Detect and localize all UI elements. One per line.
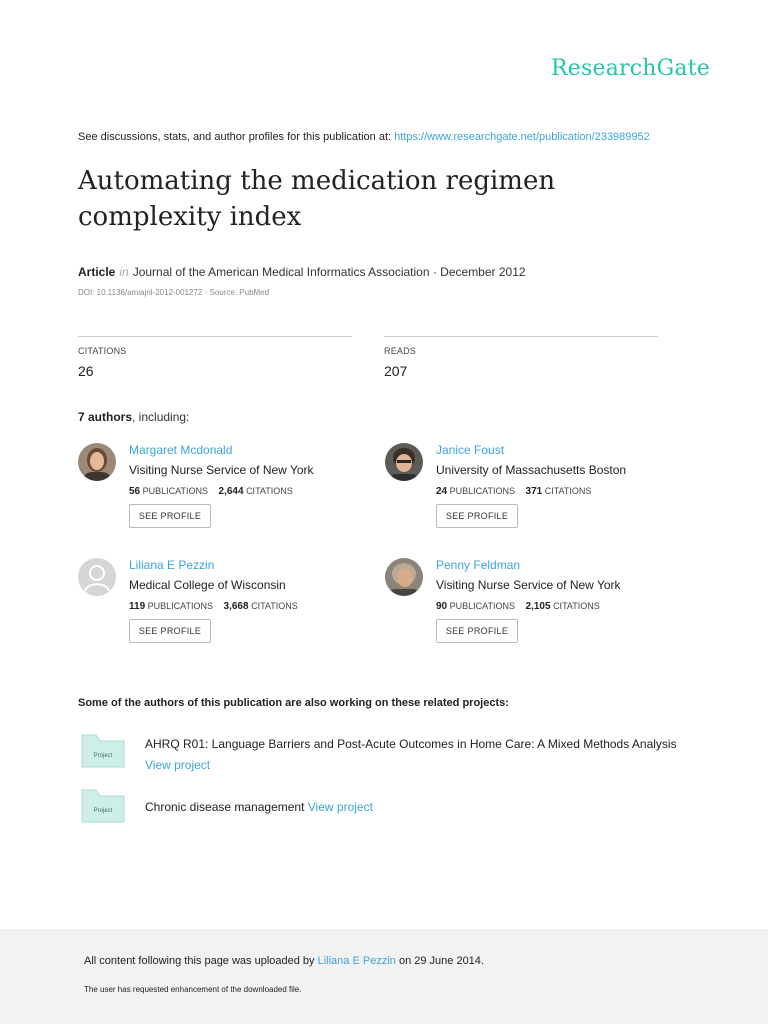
uploader-link[interactable]: Liliana E Pezzin [317, 955, 396, 967]
citations-label: CITATIONS [544, 486, 592, 496]
authors-suffix: , including: [132, 410, 190, 424]
in-word: in [119, 265, 129, 279]
project-icon [78, 734, 126, 768]
author-institution: University of Massachusetts Boston [436, 463, 627, 477]
author-counts [436, 486, 591, 497]
project-title: AHRQ R01: Language Barriers and Post-Acute Outcomes in Home Care: A Mixed Methods Analysis [145, 737, 677, 751]
see-profile-button[interactable]: SEE PROFILE [436, 504, 518, 528]
publications-count: 24 [436, 486, 448, 497]
authors-heading [78, 410, 189, 424]
citations-count: 3,668 [223, 601, 249, 612]
citations-count: 371 [525, 486, 543, 497]
project-item [78, 789, 698, 823]
author-name-link[interactable]: Margaret Mcdonald [129, 443, 233, 457]
project-text [145, 734, 705, 776]
publications-count: 56 [129, 486, 141, 497]
citations-label: CITATIONS [246, 486, 293, 496]
discussion-text: See discussions, stats, and author profiles for this publication at: [78, 131, 392, 143]
publications-count: 119 [129, 601, 146, 612]
author-institution: Medical College of Wisconsin [129, 578, 286, 592]
publications-label: PUBLICATIONS [142, 486, 208, 496]
reads-label: READS [384, 346, 417, 356]
author-avatar[interactable] [385, 558, 423, 596]
view-project-link[interactable]: View project [307, 800, 373, 814]
default-avatar-icon[interactable] [78, 558, 116, 596]
citations-count: 2,644 [218, 486, 244, 497]
citations-label: CITATIONS [78, 346, 127, 356]
upload-prefix: All content following this page was uploaded by [84, 955, 315, 967]
footer [0, 929, 768, 1024]
see-profile-button[interactable]: SEE PROFILE [129, 504, 211, 528]
author-institution: Visiting Nurse Service of New York [436, 578, 621, 592]
researchgate-logo[interactable]: ResearchGate [551, 56, 710, 81]
see-profile-button[interactable]: SEE PROFILE [129, 619, 211, 643]
doi-line: DOI: 10.1136/amiajnl-2012-001272 · Source: PubMed [78, 288, 270, 297]
publications-count: 90 [436, 601, 448, 612]
upload-suffix: on 29 June 2014. [398, 955, 484, 967]
project-icon-label: Project [93, 808, 113, 814]
author-name-link[interactable]: Penny Feldman [436, 558, 521, 572]
publications-label: PUBLICATIONS [449, 601, 515, 611]
project-item [78, 734, 698, 774]
enhancement-note: The user has requested enhancement of the downloaded file. [84, 985, 302, 994]
citations-label: CITATIONS [251, 601, 298, 611]
publication-title: Automating the medication regimen complexity index [78, 166, 556, 232]
journal-name: Journal of the American Medical Informatics Association · December 2012 [132, 265, 526, 279]
author-counts [129, 601, 298, 612]
author-avatar[interactable] [78, 443, 116, 481]
reads-value: 207 [384, 363, 408, 379]
project-icon-label: Project [93, 753, 113, 759]
see-profile-button[interactable]: SEE PROFILE [436, 619, 518, 643]
author-institution: Visiting Nurse Service of New York [129, 463, 314, 477]
citations-value: 26 [78, 363, 94, 379]
publication-type: Article [78, 265, 116, 279]
view-project-link[interactable]: View project [145, 758, 211, 772]
publication-url-link[interactable]: https://www.researchgate.net/publication/233989952 [394, 131, 650, 143]
author-name-link[interactable]: Janice Foust [436, 443, 505, 457]
author-card [385, 558, 685, 658]
author-name-link[interactable]: Liliana E Pezzin [129, 558, 215, 572]
reads-stat [384, 336, 658, 379]
author-card [78, 443, 378, 543]
publication-meta [78, 265, 526, 279]
project-title: Chronic disease management [145, 800, 305, 814]
author-counts [129, 486, 293, 497]
author-card [78, 558, 378, 658]
citations-stat [78, 336, 352, 379]
upload-line [84, 955, 484, 967]
citations-label: CITATIONS [553, 601, 600, 611]
author-avatar[interactable] [385, 443, 423, 481]
author-card [385, 443, 685, 543]
project-text [145, 797, 705, 818]
authors-count: 7 authors [78, 410, 133, 424]
publications-label: PUBLICATIONS [449, 486, 515, 496]
project-icon [78, 789, 126, 823]
author-counts [436, 601, 600, 612]
related-projects-heading: Some of the authors of this publication are also working on these related projects: [78, 697, 509, 709]
publications-label: PUBLICATIONS [147, 601, 214, 611]
citations-count: 2,105 [525, 601, 551, 612]
discussion-line [78, 131, 650, 143]
